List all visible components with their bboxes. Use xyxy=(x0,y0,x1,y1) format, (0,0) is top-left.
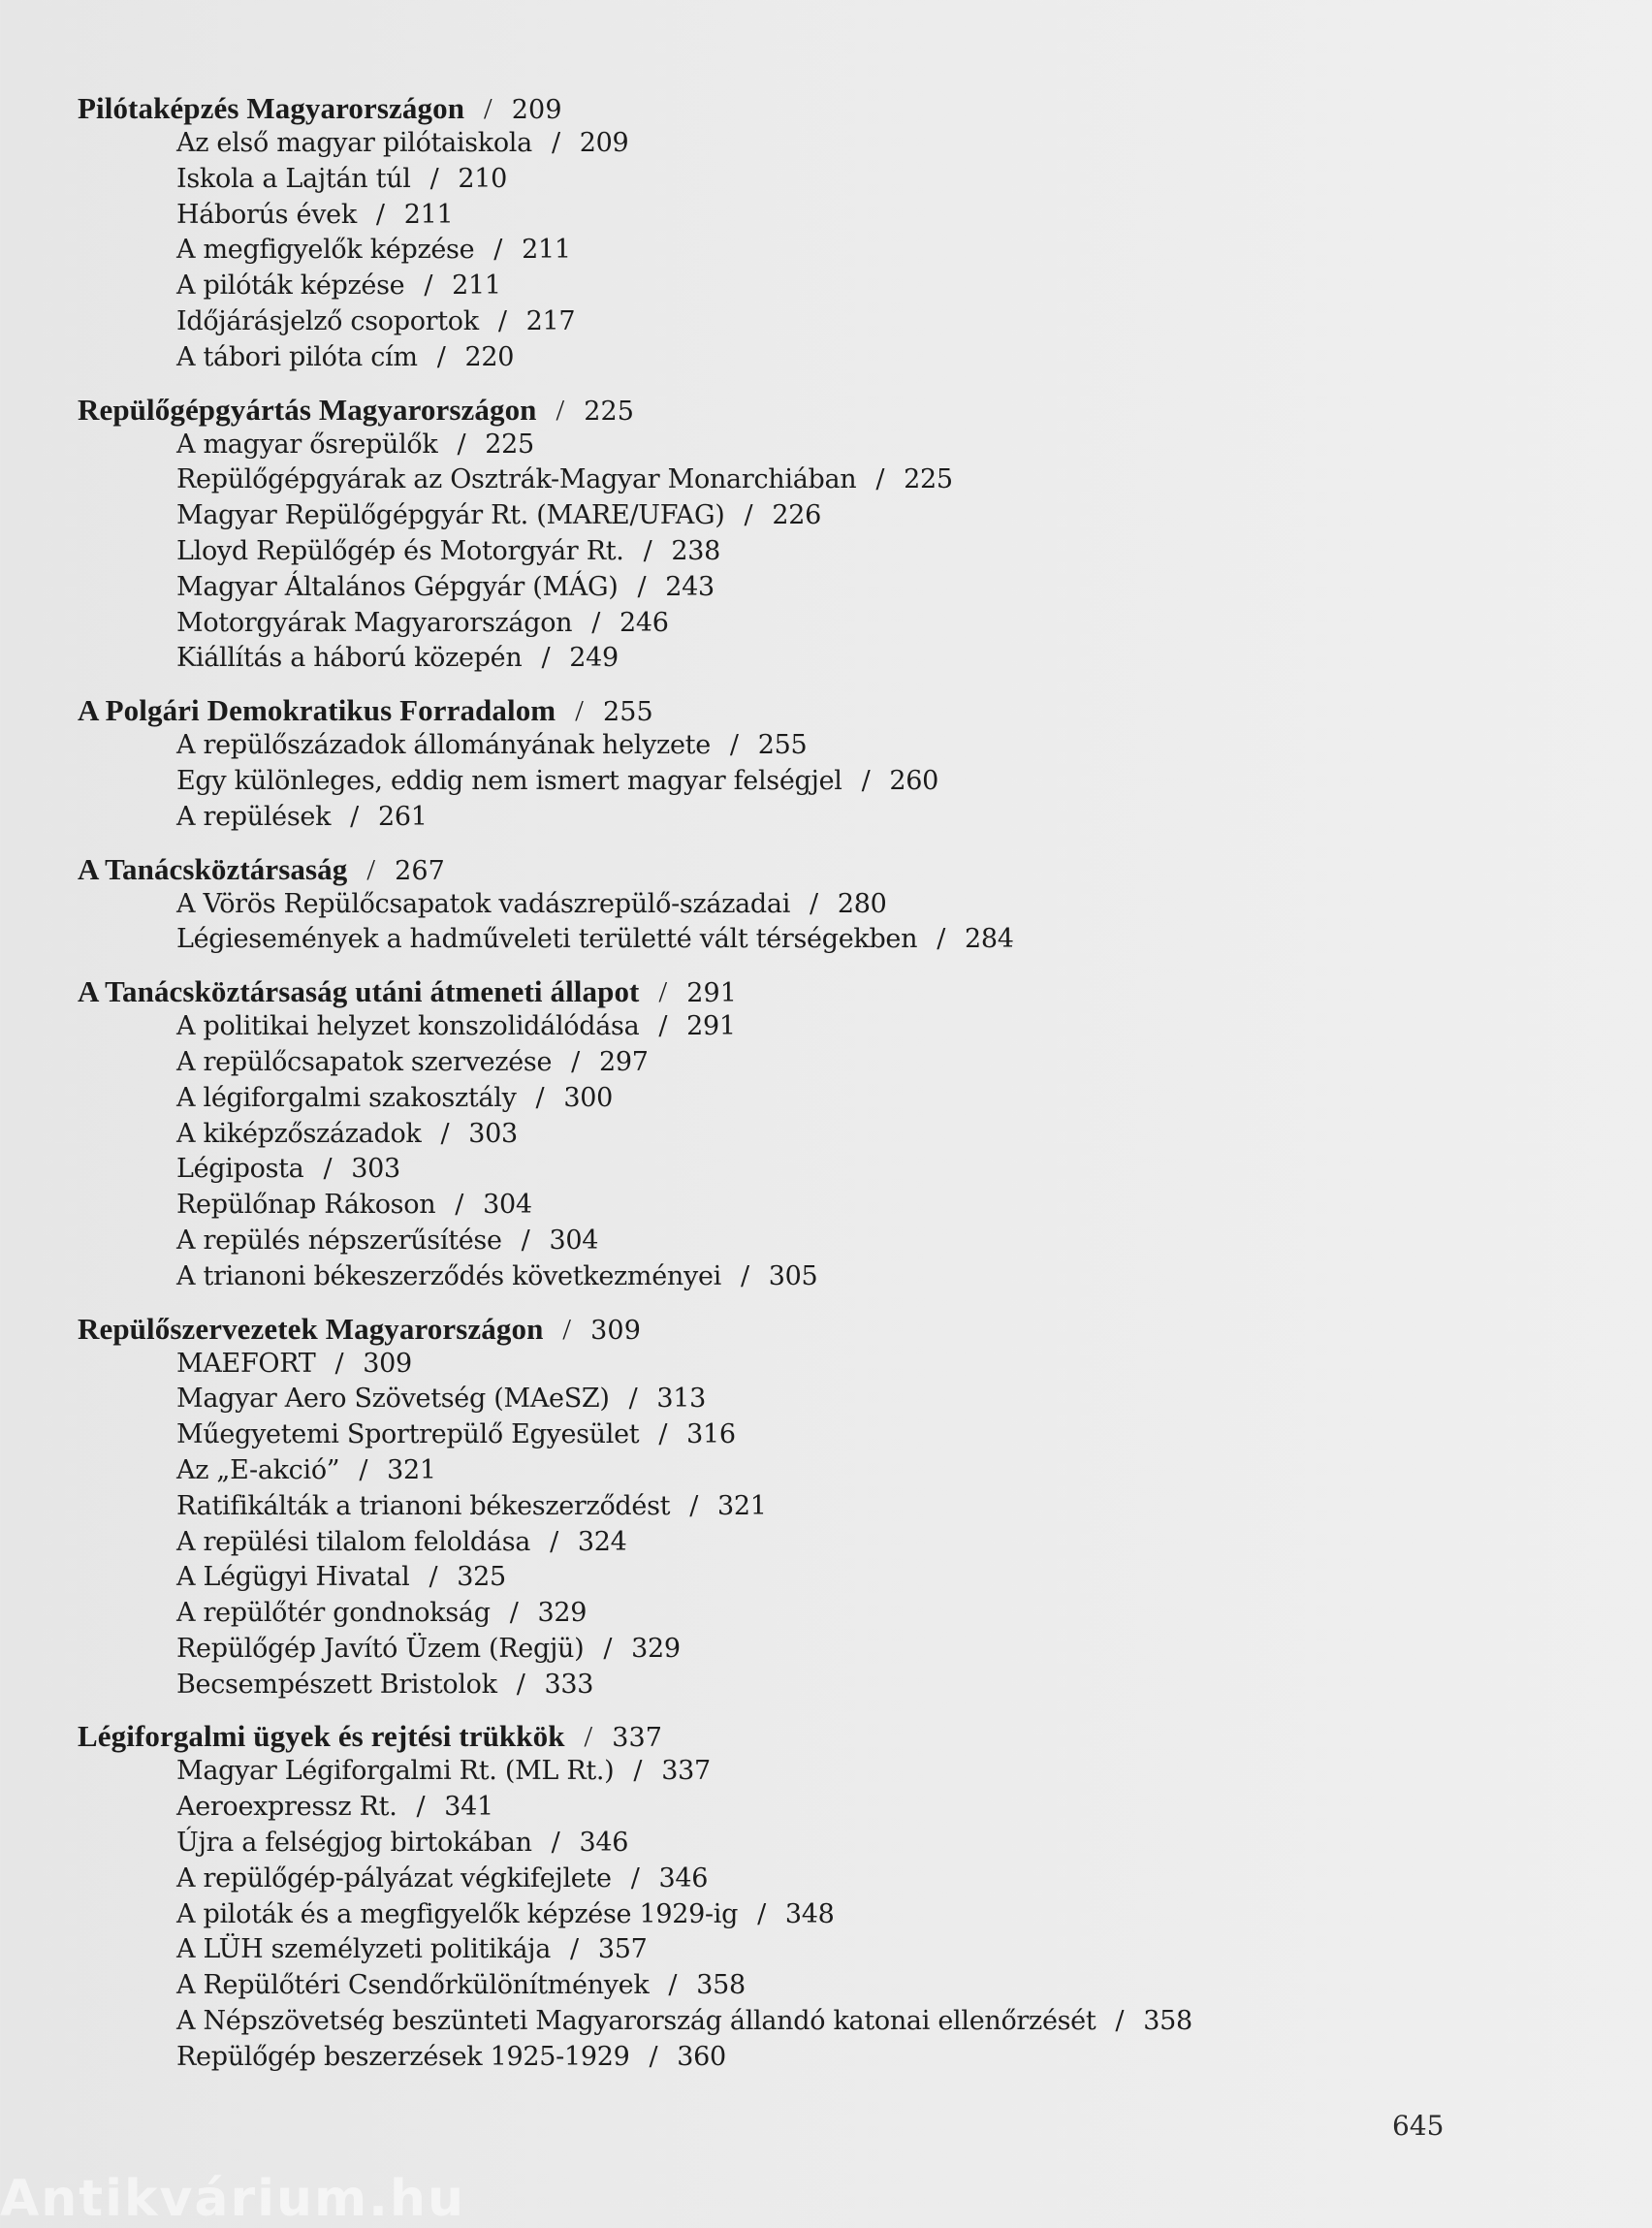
chapter-heading xyxy=(78,1718,1483,1754)
entry-page: 358 xyxy=(1143,2006,1192,2037)
page-separator: / xyxy=(541,643,551,674)
entry-title: A trianoni békeszerződés következményei xyxy=(176,1260,721,1291)
entry-title: A repülési tilalom feloldása xyxy=(176,1526,531,1557)
entry-title: Ratifikálták a trianoni békeszerződést xyxy=(176,1490,671,1521)
chapter-page: 337 xyxy=(612,1723,663,1754)
toc-section xyxy=(78,851,1483,959)
page-separator: / xyxy=(416,1792,426,1823)
toc-entry xyxy=(78,1489,1483,1525)
toc-entry xyxy=(78,2004,1483,2040)
entry-page: 321 xyxy=(387,1454,436,1485)
chapter-title: Repülőszervezetek Magyarországon xyxy=(78,1311,544,1346)
entry-page: 249 xyxy=(569,643,619,674)
chapter-title: A Polgári Demokratikus Forradalom xyxy=(78,693,556,728)
chapter-page: 309 xyxy=(590,1315,641,1346)
page-separator: / xyxy=(861,765,871,796)
chapter-page: 267 xyxy=(395,855,445,886)
page-separator: / xyxy=(740,1260,749,1291)
entry-title: A LÜH személyzeti politikája xyxy=(176,1934,552,1965)
entry-title: Repülőgép Javító Üzem (Regjü) xyxy=(176,1633,585,1664)
toc-entry xyxy=(78,1417,1483,1453)
toc-entry xyxy=(78,162,1483,198)
entry-page: 348 xyxy=(784,1898,835,1929)
entry-title: Repülőnap Rákoson xyxy=(176,1190,436,1221)
toc-entry xyxy=(78,1453,1483,1489)
page-separator: / xyxy=(689,1490,698,1521)
entry-title: Aeroexpressz Rt. xyxy=(176,1792,397,1823)
entry-title: Becsempészett Bristolok xyxy=(176,1669,497,1700)
entry-title: A pilóták képzése xyxy=(176,271,405,302)
entry-page: 346 xyxy=(579,1828,629,1859)
entry-title: A piloták és a megfigyelők képzése 1929-ig xyxy=(176,1898,739,1929)
page-separator: / xyxy=(937,924,946,955)
toc-entry xyxy=(78,462,1483,498)
table-of-contents xyxy=(78,90,1483,2076)
page-separator: / xyxy=(516,1669,525,1700)
page-separator: / xyxy=(334,1348,344,1379)
toc-entry xyxy=(78,570,1483,606)
page-separator: / xyxy=(455,1190,464,1221)
page-number: 645 xyxy=(1392,2110,1445,2142)
page-separator: / xyxy=(570,1934,579,1965)
entry-page: 209 xyxy=(579,128,629,158)
page-separator: / xyxy=(535,1082,545,1113)
toc-entry xyxy=(78,1968,1483,2004)
page-separator: / xyxy=(359,1454,368,1485)
entry-title: A repülések xyxy=(176,801,332,832)
entry-title: Az „E-akció” xyxy=(176,1454,340,1485)
entry-page: 238 xyxy=(671,535,720,566)
page-separator: / xyxy=(424,271,433,302)
page-separator: / xyxy=(429,163,439,194)
toc-entry xyxy=(78,922,1483,958)
toc-section xyxy=(78,392,1483,678)
toc-section xyxy=(78,90,1483,376)
toc-entry xyxy=(78,2040,1483,2076)
entry-page: 260 xyxy=(889,765,939,796)
entry-page: 243 xyxy=(665,571,715,602)
entry-page: 220 xyxy=(464,341,515,372)
toc-entry xyxy=(78,1826,1483,1862)
entry-title: Műegyetemi Sportrepülő Egyesület xyxy=(176,1419,640,1450)
toc-entry xyxy=(78,498,1483,534)
page-separator: / xyxy=(584,1719,593,1754)
entry-page: 357 xyxy=(597,1934,648,1965)
page-separator: / xyxy=(649,2041,658,2072)
toc-entry xyxy=(78,198,1483,234)
entry-title: Magyar Általános Gépgyár (MÁG) xyxy=(176,571,619,602)
entry-page: 261 xyxy=(377,801,428,832)
entry-page: 321 xyxy=(716,1490,767,1521)
toc-entry xyxy=(78,764,1483,800)
entry-page: 358 xyxy=(696,1970,746,2001)
entry-page: 304 xyxy=(549,1225,599,1256)
toc-entry xyxy=(78,126,1483,162)
entry-page: 291 xyxy=(686,1011,736,1042)
entry-page: 316 xyxy=(686,1419,736,1450)
toc-entry xyxy=(78,1045,1483,1081)
entry-title: Magyar Légiforgalmi Rt. (ML Rt.) xyxy=(176,1756,615,1787)
entry-page: 217 xyxy=(525,305,576,336)
page-separator: / xyxy=(493,235,503,266)
chapter-heading xyxy=(78,973,1483,1009)
page-separator: / xyxy=(550,1526,558,1557)
entry-title: A politikai helyzet konszolidálódása xyxy=(176,1011,640,1042)
page-separator: / xyxy=(630,1862,640,1894)
page-separator: / xyxy=(509,1598,519,1629)
entry-page: 309 xyxy=(363,1348,412,1379)
watermark: Antikvárium.hu xyxy=(0,2170,465,2228)
page-separator: / xyxy=(729,730,739,761)
entry-page: 329 xyxy=(631,1633,681,1664)
chapter-heading xyxy=(78,1311,1483,1347)
toc-entry xyxy=(78,1224,1483,1259)
entry-title: Lloyd Repülőgép és Motorgyár Rt. xyxy=(176,535,624,566)
page-separator: / xyxy=(658,1011,668,1042)
entry-page: 346 xyxy=(658,1862,709,1894)
page-separator: / xyxy=(633,1756,643,1787)
entry-title: A Légügyi Hivatal xyxy=(176,1562,410,1593)
page-separator: / xyxy=(637,571,647,602)
toc-entry xyxy=(78,1152,1483,1188)
toc-entry xyxy=(78,1525,1483,1561)
entry-page: 313 xyxy=(656,1384,707,1415)
entry-page: 225 xyxy=(485,429,534,460)
entry-title: A kiképzőszázadok xyxy=(176,1118,422,1149)
toc-entry xyxy=(78,269,1483,304)
toc-entry xyxy=(78,1862,1483,1897)
toc-entry xyxy=(78,641,1483,677)
chapter-title: Légiforgalmi ügyek és rejtési trükkök xyxy=(78,1719,565,1754)
chapter-page: 225 xyxy=(584,396,635,427)
page-separator: / xyxy=(668,1970,678,2001)
toc-entry xyxy=(78,340,1483,376)
entry-title: MAEFORT xyxy=(176,1348,316,1379)
chapter-title: Pilótaképzés Magyarországon xyxy=(78,91,465,125)
page-separator: / xyxy=(484,91,492,125)
toc-entry xyxy=(78,1382,1483,1417)
page-separator: / xyxy=(744,500,753,531)
entry-page: 303 xyxy=(351,1154,400,1185)
entry-page: 246 xyxy=(620,607,669,638)
entry-title: Motorgyárak Magyarországon xyxy=(176,607,573,638)
entry-title: A repülőgép-pályázat végkifejlete xyxy=(176,1862,612,1894)
entry-title: Háborús évek xyxy=(176,199,357,230)
entry-page: 226 xyxy=(772,500,821,531)
toc-entry xyxy=(78,428,1483,463)
chapter-title: A Tanácsköztársaság utáni átmeneti állapot xyxy=(78,974,640,1009)
page-separator: / xyxy=(591,607,601,638)
page-separator: / xyxy=(323,1154,333,1185)
entry-title: Egy különleges, eddig nem ismert magyar felségjel xyxy=(176,765,842,796)
toc-entry xyxy=(78,1560,1483,1596)
page-separator: / xyxy=(366,851,376,886)
page-separator: / xyxy=(1115,2006,1125,2037)
page-separator: / xyxy=(875,464,885,495)
toc-entry xyxy=(78,800,1483,836)
entry-title: A megfigyelők képzése xyxy=(176,235,475,266)
chapter-heading xyxy=(78,692,1483,728)
entry-title: A légiforgalmi szakosztály xyxy=(176,1082,517,1113)
entry-page: 211 xyxy=(522,235,571,266)
toc-entry xyxy=(78,1347,1483,1383)
entry-title: Repülőgépgyárak az Osztrák-Magyar Monarchiában xyxy=(176,464,857,495)
page-separator: / xyxy=(457,429,466,460)
toc-entry xyxy=(78,1081,1483,1117)
toc-entry xyxy=(78,1596,1483,1632)
entry-page: 255 xyxy=(757,730,808,761)
entry-page: 297 xyxy=(598,1046,649,1077)
chapter-heading xyxy=(78,392,1483,428)
page-separator: / xyxy=(556,392,565,427)
entry-page: 211 xyxy=(403,199,454,230)
toc-section xyxy=(78,692,1483,835)
entry-title: Magyar Repülőgépgyár Rt. (MARE/UFAG) xyxy=(176,500,725,531)
toc-entry xyxy=(78,1632,1483,1668)
entry-page: 324 xyxy=(577,1526,627,1557)
toc-entry xyxy=(78,1668,1483,1703)
toc-section xyxy=(78,973,1483,1294)
toc-entry xyxy=(78,534,1483,570)
entry-page: 329 xyxy=(537,1598,588,1629)
entry-title: Repülőgép beszerzések 1925-1929 xyxy=(176,2041,630,2072)
entry-page: 280 xyxy=(837,888,887,919)
entry-title: A Vörös Repülőcsapatok vadászrepülő-századai xyxy=(176,888,791,919)
toc-section xyxy=(78,1311,1483,1703)
page-separator: / xyxy=(628,1384,638,1415)
page-separator: / xyxy=(643,535,652,566)
page-separator: / xyxy=(575,693,584,728)
toc-entry xyxy=(78,887,1483,923)
chapter-heading xyxy=(78,851,1483,887)
entry-title: A repülőcsapatok szervezése xyxy=(176,1046,553,1077)
page-separator: / xyxy=(497,305,507,336)
page-separator: / xyxy=(571,1046,580,1077)
chapter-page: 209 xyxy=(511,95,562,125)
entry-title: Magyar Aero Szövetség (MAeSZ) xyxy=(176,1384,610,1415)
chapter-title: A Tanácsköztársaság xyxy=(78,851,348,886)
toc-entry xyxy=(78,233,1483,269)
toc-entry xyxy=(78,1897,1483,1933)
entry-title: A repülőtér gondnokság xyxy=(176,1598,491,1629)
entry-page: 303 xyxy=(468,1118,518,1149)
entry-title: Kiállítás a háború közepén xyxy=(176,643,523,674)
chapter-heading xyxy=(78,90,1483,126)
entry-title: Időjárásjelző csoportok xyxy=(176,305,479,336)
entry-title: A Repülőtéri Csendőrkülönítmények xyxy=(176,1970,650,2001)
page-separator: / xyxy=(603,1633,613,1664)
entry-page: 305 xyxy=(768,1260,818,1291)
entry-page: 325 xyxy=(457,1562,506,1593)
entry-page: 341 xyxy=(444,1792,493,1823)
toc-entry xyxy=(78,1754,1483,1790)
toc-entry xyxy=(78,606,1483,642)
page-separator: / xyxy=(440,1118,450,1149)
entry-title: A repülőszázadok állományának helyzete xyxy=(176,730,711,761)
entry-title: Iskola a Lajtán túl xyxy=(176,163,411,194)
chapter-title: Repülőgépgyártás Magyarországon xyxy=(78,392,537,427)
page-separator: / xyxy=(757,1898,766,1929)
page-separator: / xyxy=(551,1828,560,1859)
toc-entry xyxy=(78,1188,1483,1224)
page-separator: / xyxy=(551,128,560,158)
entry-page: 360 xyxy=(677,2041,726,2072)
entry-page: 333 xyxy=(544,1669,594,1700)
entry-title: A magyar ősrepülők xyxy=(176,429,438,460)
page-separator: / xyxy=(350,801,359,832)
chapter-page: 255 xyxy=(602,697,653,728)
toc-entry xyxy=(78,1932,1483,1968)
toc-entry xyxy=(78,1009,1483,1045)
page-separator: / xyxy=(375,199,385,230)
page-separator: / xyxy=(436,341,446,372)
toc-entry xyxy=(78,304,1483,340)
entry-title: Légiesemények a hadműveleti területté vált térségekben xyxy=(176,924,918,955)
page-separator: / xyxy=(429,1562,438,1593)
entry-title: A tábori pilóta cím xyxy=(176,341,418,372)
entry-page: 210 xyxy=(458,163,508,194)
page-separator: / xyxy=(658,974,668,1009)
page-separator: / xyxy=(810,888,818,919)
toc-entry xyxy=(78,1790,1483,1826)
entry-title: Az első magyar pilótaiskola xyxy=(176,128,532,158)
entry-page: 300 xyxy=(563,1082,613,1113)
entry-title: A repülés népszerűsítése xyxy=(176,1225,502,1256)
toc-entry xyxy=(78,1259,1483,1295)
toc-entry xyxy=(78,728,1483,764)
entry-page: 225 xyxy=(904,464,953,495)
entry-title: A Népszövetség beszünteti Magyarország állandó katonai ellenőrzését xyxy=(176,2006,1096,2037)
entry-title: Újra a felségjog birtokában xyxy=(176,1828,532,1859)
page-separator: / xyxy=(521,1225,530,1256)
page-separator: / xyxy=(658,1419,668,1450)
page-separator: / xyxy=(562,1311,572,1346)
entry-page: 211 xyxy=(452,271,501,302)
toc-entry xyxy=(78,1117,1483,1153)
entry-page: 284 xyxy=(965,924,1014,955)
toc-section xyxy=(78,1718,1483,2075)
entry-title: Légiposta xyxy=(176,1154,304,1185)
chapter-page: 291 xyxy=(686,978,738,1009)
entry-page: 304 xyxy=(483,1190,532,1221)
entry-page: 337 xyxy=(661,1756,711,1787)
